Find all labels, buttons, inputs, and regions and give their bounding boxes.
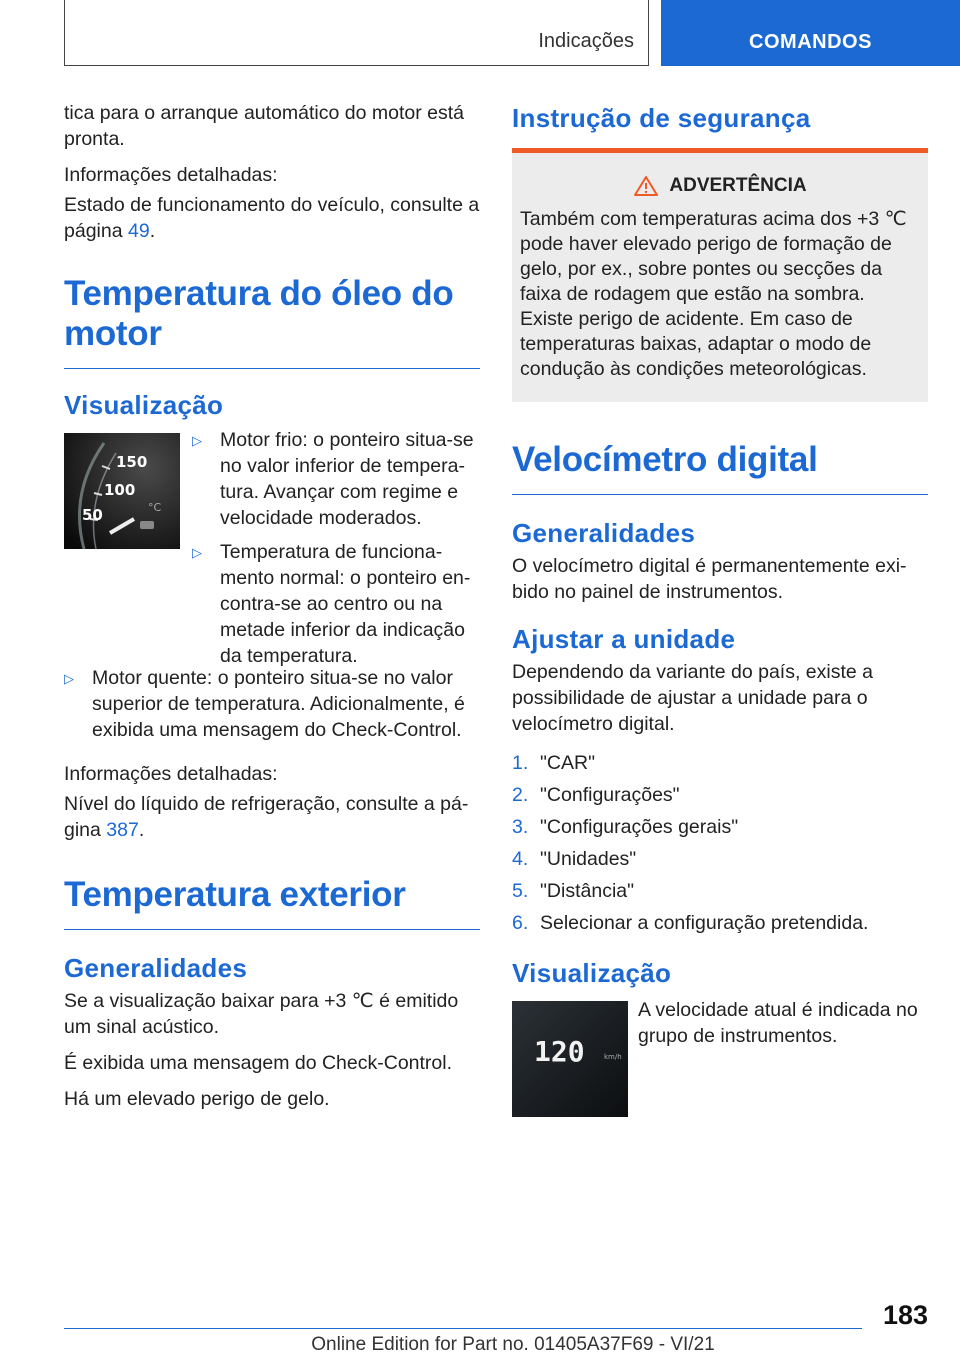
- coolant-icon: [140, 521, 154, 529]
- list-item: ▷ Motor quente: o ponteiro situa-se no valor superior de temperatura. Adicionalmente, é exibida uma mensagem do Check-Control.: [64, 665, 480, 743]
- list-item: ▷ Motor frio: o ponteiro situa-se no valor inferior de temperatura. Avançar com regime e velocidade moderados.: [192, 427, 480, 531]
- steps-list: [512, 747, 928, 939]
- digital-speed-image: [512, 1001, 628, 1117]
- list-item: 4. "Unidades": [512, 848, 637, 870]
- list-item: 1. "CAR": [512, 752, 596, 774]
- warning-triangle-icon: [633, 175, 659, 197]
- speed-value: 120: [534, 1035, 585, 1068]
- triangle-bullet-icon: [192, 539, 220, 669]
- speedometer-visualization-heading: Visualização: [512, 958, 672, 988]
- speed-unit: km/h: [604, 1053, 622, 1061]
- list-item: 5. "Distância": [512, 880, 635, 902]
- exterior-text: Há um elevado perigo de gelo.: [64, 1088, 330, 1110]
- speedometer-general-heading: Generalidades: [512, 518, 696, 548]
- left-column: [64, 100, 480, 1122]
- info-text: Nível do líquido de refrigeração, consulte a página 387.: [64, 793, 469, 841]
- info-label: Informações detalhadas:: [64, 763, 278, 785]
- info-text: Estado de funcionamento do veículo, consulte a página 49.: [64, 194, 480, 242]
- list-item: 2. "Configurações": [512, 784, 680, 806]
- oil-temp-title: Temperatura do óleo do motor: [64, 274, 454, 353]
- header-section-tab: [64, 0, 649, 66]
- triangle-bullet-icon: [192, 427, 220, 531]
- triangle-bullet-icon: [64, 665, 92, 743]
- gauge-label-50: 50: [82, 506, 103, 524]
- list-item: 6. Selecionar a configuração pretendida.: [512, 912, 869, 934]
- safety-heading: Instrução de segurança: [512, 103, 811, 133]
- divider: [64, 368, 480, 369]
- header-chapter-label: COMANDOS: [749, 31, 872, 53]
- exterior-general-heading: Generalidades: [64, 953, 248, 983]
- exterior-text: É exibida uma mensagem do Check-Control.: [64, 1052, 453, 1074]
- page-link[interactable]: 49: [127, 220, 150, 242]
- info-label: Informações detalhadas:: [64, 164, 278, 186]
- oil-visualization-heading: Visualização: [64, 390, 224, 420]
- intro-text: tica para o arranque automático do motor está pronta.: [64, 102, 464, 150]
- right-column: [512, 100, 928, 1119]
- divider: [64, 929, 480, 930]
- speedometer-general-text: O velocímetro digital é permanentemente exibido no painel de instrumentos.: [512, 555, 907, 603]
- warning-box: [512, 148, 928, 402]
- list-item: ▷ Temperatura de funcionamento normal: o ponteiro encontra-se ao centro ou na metade inferior da indicação da temperatura.: [192, 539, 480, 669]
- footer-edition: Online Edition for Part no. 01405A37F69 - VI/21: [311, 1334, 715, 1355]
- header-section-label: Indicações: [538, 30, 634, 52]
- info-text-body: Estado de funcionamento do veículo, consulte a página: [64, 194, 480, 242]
- speed-visualization-text: A velocidade atual é indicada no grupo de instrumentos.: [638, 999, 918, 1047]
- divider: [512, 494, 928, 495]
- list-item: 3. "Configurações gerais": [512, 816, 739, 838]
- oil-gauge-block: [64, 429, 480, 667]
- gauge-label-100: 100: [104, 481, 136, 499]
- exterior-text: Se a visualização baixar para +3 ℃ é emitido um sinal acústico.: [64, 990, 459, 1038]
- oil-gauge-image: [64, 433, 180, 549]
- warning-text: Também com temperaturas acima dos +3 ℃ pode haver elevado perigo de formação de gelo, por ex., sobre pontes ou secções da faixa de rodagem que estão na sombra. Existe perigo de acidente. Em caso de temperaturas baixas, adaptar o modo de condução às condições meteorológicas.: [520, 208, 907, 380]
- page-number: 183: [882, 1300, 928, 1330]
- speedometer-title: Velocímetro digital: [512, 440, 818, 479]
- speed-display-block: [512, 1001, 928, 1119]
- unit-text: Dependendo da variante do país, existe a possibilidade de ajustar a unidade para o velocímetro digital.: [512, 661, 874, 735]
- gauge-label-150: 150: [116, 453, 148, 471]
- page-link[interactable]: 387: [106, 819, 139, 841]
- warning-label: ADVERTÊNCIA: [669, 175, 807, 196]
- warning-header: [520, 175, 920, 197]
- unit-heading: Ajustar a unidade: [512, 624, 736, 654]
- exterior-temp-title: Temperatura exterior: [64, 875, 406, 914]
- header-chapter-tab: [661, 0, 960, 66]
- gauge-label-unit: °C: [148, 501, 162, 514]
- footer-divider: [64, 1328, 862, 1329]
